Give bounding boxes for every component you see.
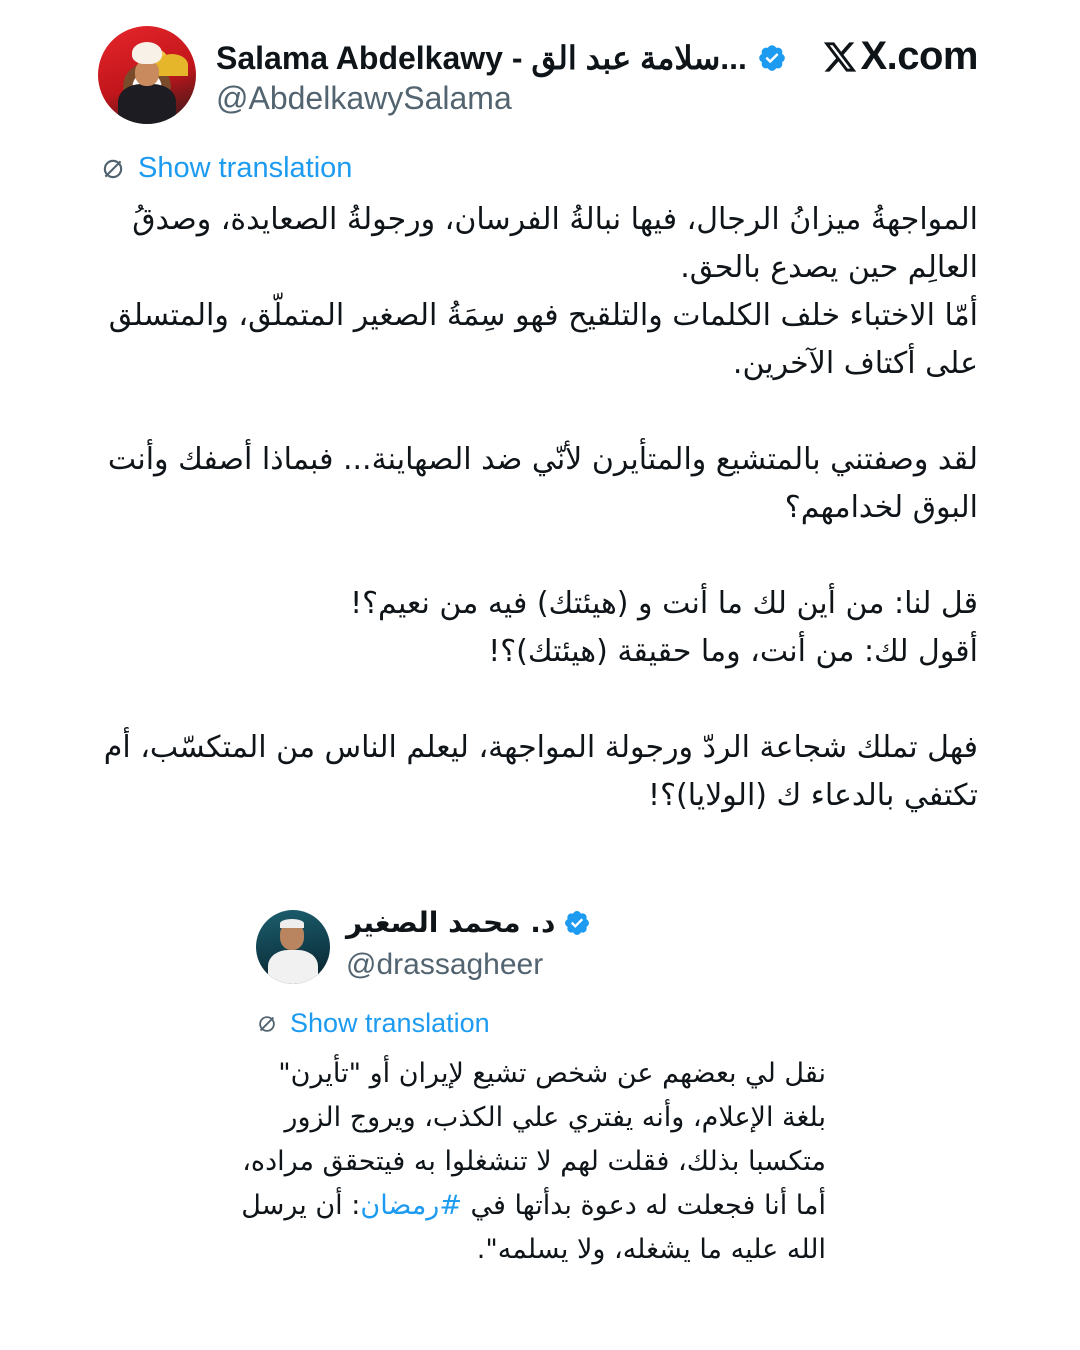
- quoted-show-translation-label[interactable]: Show translation: [290, 1008, 490, 1038]
- author-avatar[interactable]: [98, 26, 196, 124]
- show-translation-label[interactable]: Show translation: [138, 152, 353, 184]
- tweet-paragraph: المواجهةُ ميزانُ الرجال، فيها نبالةُ الفرسان، ورجولةُ الصعايدة، وصدقُ العالِم حين يصدع بالحق. أمّا الاختباء خلف الكلمات والتلقيح فهو سِمَةُ الصغير المتملّق، والمتسلق على أكتاف الآخرين.: [108, 202, 978, 381]
- x-com-logo: [822, 34, 978, 79]
- hashtag-link[interactable]: #رمضان: [360, 1190, 462, 1221]
- author-handle[interactable]: @AbdelkawySalama: [216, 80, 512, 116]
- translate-icon: [100, 156, 126, 182]
- verified-badge-icon: [563, 909, 591, 937]
- author-display-name[interactable]: Salama Abdelkawy - سلامة عبد الق...: [216, 40, 747, 76]
- x-logo-icon: [822, 39, 858, 75]
- show-translation-link[interactable]: [100, 152, 352, 185]
- quoted-show-translation-link[interactable]: [256, 1008, 490, 1039]
- tweet-paragraph: فهل تملك شجاعة الردّ ورجولة المواجهة، ليعلم الناس من المتكسّب، أم تكتفي بالدعاء ك (الولايا)؟!: [103, 730, 978, 813]
- author-name-row[interactable]: [216, 34, 787, 82]
- quoted-author-avatar[interactable]: [256, 910, 330, 984]
- tweet-header: [98, 24, 978, 134]
- quoted-author-name-row[interactable]: [346, 906, 591, 939]
- quoted-text-before: نقل لي بعضهم عن شخص تشيع لإيران أو "تأيرن" بلغة الإعلام، وأنه يفتري علي الكذب، ويروج الزور متكسبا بذلك، فقلت لهم لا تنشغلوا به فيتحقق مراده، أما أنا فجعلت له دعوة بدأتها في: [242, 1058, 826, 1221]
- paragraph-gap: [98, 532, 978, 580]
- paragraph-gap: [98, 676, 978, 724]
- x-com-label: X.com: [860, 34, 978, 78]
- translate-icon: [256, 1013, 278, 1035]
- verified-badge-icon: [757, 43, 787, 73]
- tweet-body: [98, 196, 978, 820]
- tweet-paragraph: لقد وصفتني بالمتشيع والمتأيرن لأنّي ضد الصهاينة... فبماذا أصفك وأنت البوق لخدامهم؟: [107, 442, 978, 525]
- quoted-author-display-name[interactable]: د. محمد الصغير: [346, 906, 556, 939]
- paragraph-gap: [98, 388, 978, 436]
- quoted-author-handle[interactable]: @drassagheer: [346, 948, 544, 981]
- quoted-tweet-body: [240, 1052, 826, 1272]
- tweet-paragraph: قل لنا: من أين لك ما أنت و (هيئتك) فيه من نعيم؟! أقول لك: من أنت، وما حقيقة (هيئتك)؟!: [350, 586, 978, 669]
- quoted-text-after: : أن يرسل الله عليه ما يشغله، ولا يسلمه".: [241, 1190, 826, 1265]
